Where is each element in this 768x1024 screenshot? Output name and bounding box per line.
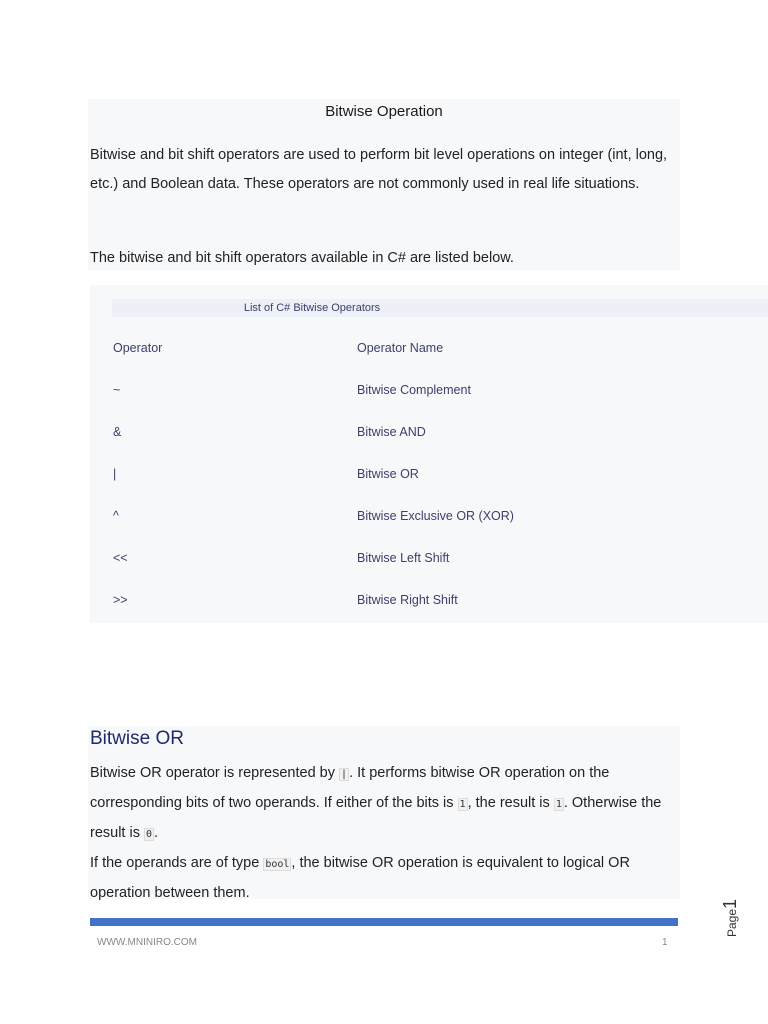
body-text: If the operands are of type bbox=[90, 855, 264, 871]
operator-cell: ^ bbox=[113, 509, 119, 523]
footer-website: WWW.MNINIRO.COM bbox=[97, 937, 197, 948]
operator-cell: ~ bbox=[113, 383, 121, 397]
body-text: Bitwise OR operator is represented by bbox=[90, 765, 340, 781]
inline-code: 1 bbox=[459, 799, 466, 810]
operator-name-cell: Bitwise Complement bbox=[357, 383, 471, 397]
body-text: . It performs bitwise OR operation on the corresponding bits of two operands. If either of the bits is bbox=[90, 765, 610, 811]
bitwise-or-section bbox=[88, 726, 680, 899]
operator-name-cell: Bitwise OR bbox=[357, 467, 419, 481]
inline-code: 1 bbox=[555, 799, 562, 810]
intro-paragraph-1: Bitwise and bit shift operators are used to perform bit level operations on integer (int, long, etc.) and Boolean data. These operators are not commonly used in real life situations. bbox=[90, 147, 668, 192]
operator-name-cell: Bitwise AND bbox=[357, 425, 426, 439]
footer-page-number: 1 bbox=[662, 937, 668, 948]
table-row bbox=[113, 551, 753, 571]
table-caption: List of C# Bitwise Operators bbox=[243, 302, 381, 314]
table-row bbox=[113, 383, 753, 403]
table-row bbox=[113, 509, 753, 529]
intro-paragraph-2: The bitwise and bit shift operators available in C# are listed below. bbox=[90, 250, 514, 266]
table-row bbox=[113, 593, 753, 613]
body-text: , the bitwise OR operation is equivalent to logical OR operation between them. bbox=[90, 855, 630, 901]
side-page-text: Page bbox=[725, 908, 739, 937]
document-title: Bitwise Operation bbox=[325, 103, 443, 120]
operator-cell: & bbox=[113, 425, 122, 439]
section-heading: Bitwise OR bbox=[90, 728, 184, 749]
inline-code: bool bbox=[265, 859, 290, 870]
intro-section bbox=[88, 99, 680, 270]
header-operator-name: Operator Name bbox=[357, 341, 444, 355]
footer-rule bbox=[90, 918, 678, 926]
operator-name-cell: Bitwise Exclusive OR (XOR) bbox=[357, 509, 514, 523]
body-text: . Otherwise the result is bbox=[90, 795, 662, 841]
operator-cell: << bbox=[113, 551, 128, 565]
table-row bbox=[113, 467, 753, 487]
side-page-label bbox=[720, 877, 744, 937]
table-header-row bbox=[113, 341, 753, 361]
inline-code: | bbox=[341, 769, 348, 780]
body-text: . bbox=[154, 825, 159, 841]
header-operator: Operator bbox=[113, 341, 163, 355]
body-text: , the result is bbox=[467, 795, 554, 811]
side-page-number: 1 bbox=[720, 898, 740, 909]
operator-name-cell: Bitwise Right Shift bbox=[357, 593, 458, 607]
operator-name-cell: Bitwise Left Shift bbox=[357, 551, 450, 565]
section-body bbox=[90, 759, 680, 908]
inline-code: 0 bbox=[146, 829, 153, 840]
operator-cell: | bbox=[113, 467, 117, 481]
operators-table bbox=[90, 285, 768, 623]
operator-cell: >> bbox=[113, 593, 128, 607]
table-row bbox=[113, 425, 753, 445]
